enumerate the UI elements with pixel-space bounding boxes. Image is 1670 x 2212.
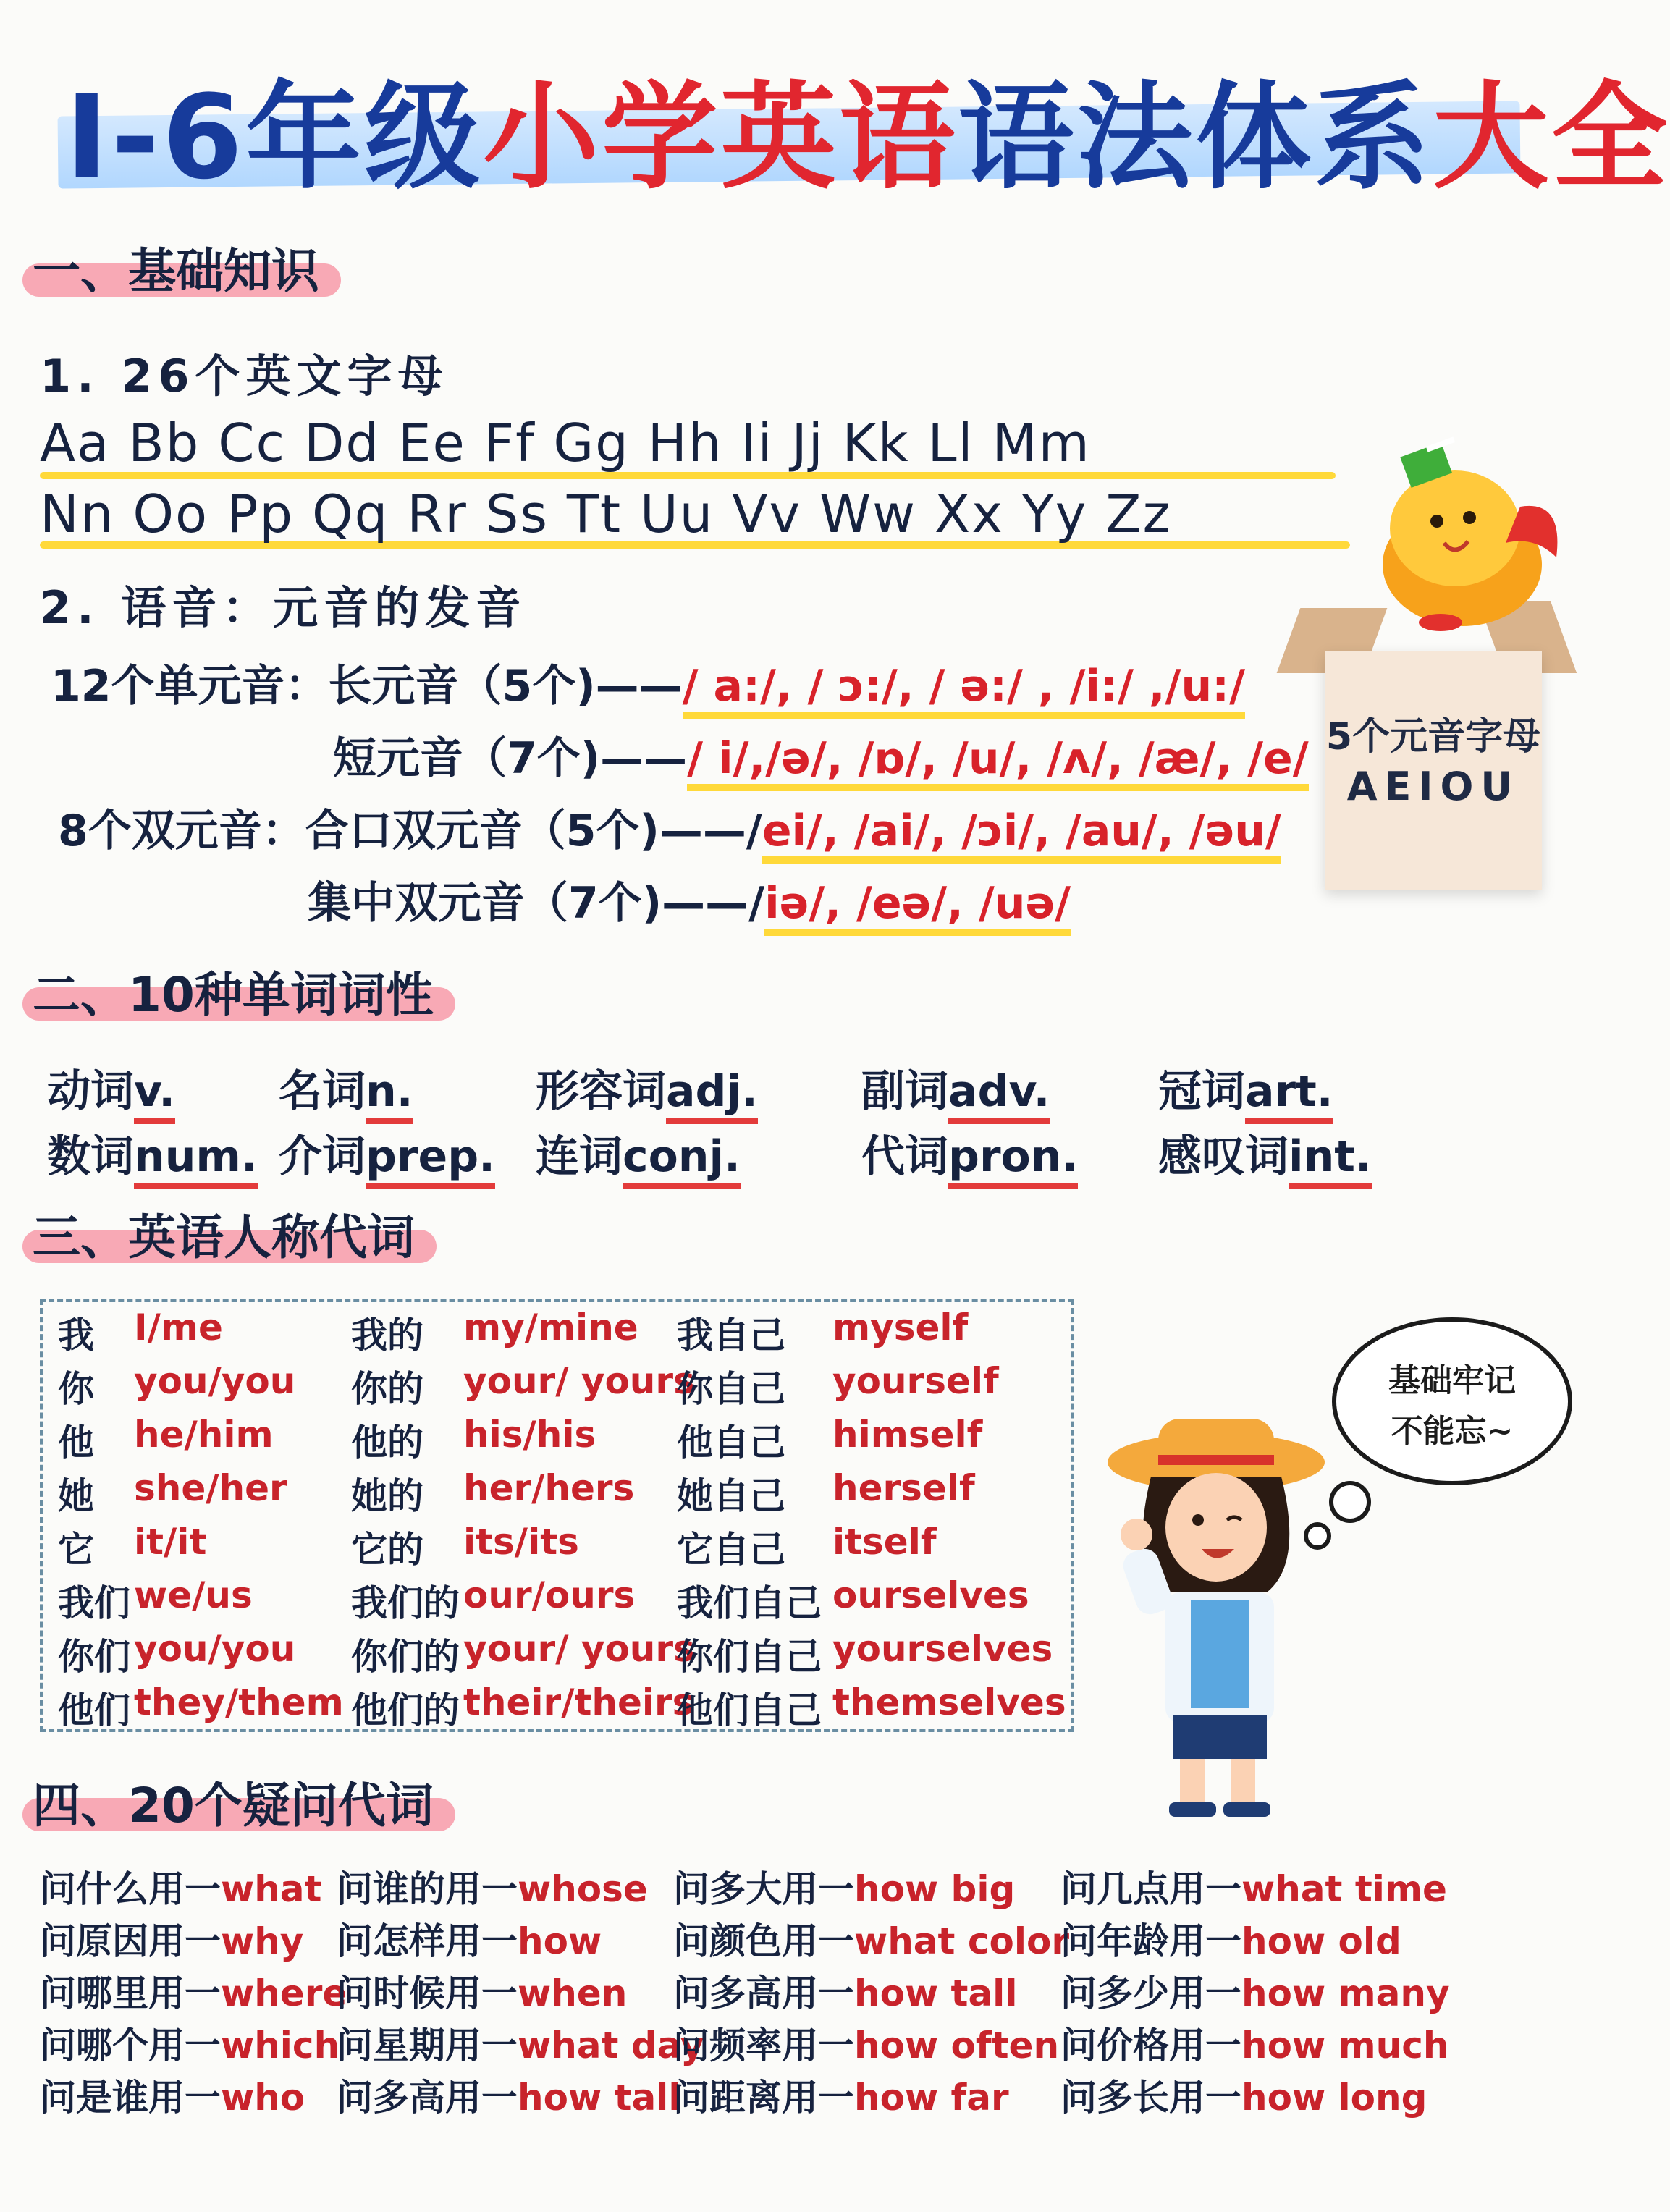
question-word-cn: 问颜色用一 xyxy=(673,1920,854,1962)
pronoun-subject-object: you/you xyxy=(134,1360,296,1402)
question-word-en: what color xyxy=(854,1920,1069,1962)
possessive-cn: 她的 xyxy=(351,1475,423,1517)
alphabet-subtitle: 1. 26个英文字母 xyxy=(40,350,449,402)
question-word-cn: 问怎样用一 xyxy=(337,1920,518,1962)
question-word-item xyxy=(673,1964,1017,2017)
pos-pronoun: 代词pron. xyxy=(861,1122,1078,1184)
question-word-en: how old xyxy=(1241,1920,1401,1962)
pronoun-subject-object: we/us xyxy=(134,1574,253,1616)
reflexive-form: myself xyxy=(832,1306,969,1348)
teacher-illustration-icon xyxy=(1086,1375,1346,1831)
pos-numeral: 数词num. xyxy=(47,1122,258,1184)
pos-adverb: 副词adv. xyxy=(861,1057,1050,1119)
reflexive-cn: 她自己 xyxy=(677,1475,785,1517)
question-word-item xyxy=(40,1912,303,1964)
question-word-item xyxy=(673,2017,1059,2069)
pronoun-cn: 它 xyxy=(58,1529,94,1571)
section-heading-basics: 一、基础知识 xyxy=(33,239,319,304)
question-word-cn: 问几点用一 xyxy=(1060,1868,1241,1910)
alphabet-row-1: Aa Bb Cc Dd Ee Ff Gg Hh Ii Jj Kk Ll Mm xyxy=(40,413,1091,473)
question-word-item xyxy=(337,1912,602,1964)
possessive-forms: our/ours xyxy=(463,1574,636,1616)
question-word-cn: 问年龄用一 xyxy=(1060,1920,1241,1962)
possessive-forms: her/hers xyxy=(463,1467,635,1509)
vowel-box-letters: AEIOU xyxy=(1346,764,1520,809)
long-vowels-line: 12个单元音：长元音（5个)——/ a:/, / ɔ:/, / ə:/ , /i:/ ,/u:/ xyxy=(51,651,1245,714)
question-word-en: why xyxy=(221,1920,304,1962)
question-word-en: when xyxy=(518,1972,628,2014)
section-heading-question-words: 四、20个疑问代词 xyxy=(33,1773,434,1839)
question-word-item xyxy=(1060,2069,1427,2121)
pos-verb: 动词v. xyxy=(47,1057,175,1119)
question-word-item xyxy=(673,1860,1015,1912)
pos-article: 冠词art. xyxy=(1158,1057,1333,1119)
bubble-line-2: 不能忘~ xyxy=(1391,1413,1514,1450)
question-word-item xyxy=(40,1964,347,2017)
question-word-item xyxy=(1060,2017,1448,2069)
pronoun-cn: 他 xyxy=(58,1422,94,1464)
question-word-en: where xyxy=(221,1972,347,2014)
section-heading-parts-of-speech: 二、10种单词词性 xyxy=(33,963,434,1028)
question-word-cn: 问频率用一 xyxy=(673,2025,854,2067)
question-word-en: what day xyxy=(518,2025,704,2067)
section-heading-personal-pronouns: 三、英语人称代词 xyxy=(33,1205,415,1270)
question-word-item xyxy=(337,2069,680,2121)
question-word-cn: 问什么用一 xyxy=(40,1868,221,1910)
reflexive-cn: 你们自己 xyxy=(677,1636,822,1678)
pronoun-subject-object: they/them xyxy=(134,1681,344,1723)
possessive-cn: 我们的 xyxy=(351,1582,460,1624)
pronoun-subject-object: you/you xyxy=(134,1628,296,1670)
question-word-item xyxy=(1060,1964,1450,2017)
possessive-cn: 你们的 xyxy=(351,1636,460,1678)
reflexive-cn: 我自己 xyxy=(677,1314,785,1356)
question-word-cn: 问多大用一 xyxy=(673,1868,854,1910)
question-word-cn: 问哪个用一 xyxy=(40,2025,221,2067)
question-word-en: how tall xyxy=(518,2077,681,2119)
possessive-forms: its/its xyxy=(463,1521,579,1563)
page-title: I-6年级小学英语语法体系大全 xyxy=(65,69,1670,205)
alphabet-row-2: Nn Oo Pp Qq Rr Ss Tt Uu Vv Ww Xx Yy Zz xyxy=(40,484,1172,544)
pos-interjection: 感叹词int. xyxy=(1158,1122,1372,1184)
question-word-cn: 问多少用一 xyxy=(1060,1972,1241,2014)
question-word-item xyxy=(337,1860,648,1912)
thought-bubble xyxy=(1332,1317,1572,1485)
question-word-en: what xyxy=(221,1868,322,1910)
reflexive-cn: 他自己 xyxy=(677,1422,785,1464)
question-word-cn: 问谁的用一 xyxy=(337,1868,518,1910)
question-word-en: how many xyxy=(1241,1972,1450,2014)
reflexive-cn: 他们自己 xyxy=(677,1689,822,1731)
pronoun-cn: 我们 xyxy=(58,1582,130,1624)
bubble-line-1: 基础牢记 xyxy=(1388,1362,1516,1399)
closing-diphthongs-line: 8个双元音：合口双元音（5个)——/ei/, /ai/, /ɔi/, /au/, /əu/ xyxy=(58,796,1281,858)
question-word-cn: 问多高用一 xyxy=(337,2077,518,2119)
reflexive-form: ourselves xyxy=(832,1574,1029,1616)
question-word-item xyxy=(40,1860,321,1912)
question-word-en: how long xyxy=(1241,2077,1427,2119)
pos-conjunction: 连词conj. xyxy=(536,1122,741,1184)
question-word-en: what time xyxy=(1241,1868,1447,1910)
question-word-en: whose xyxy=(518,1868,648,1910)
possessive-forms: your/ yours xyxy=(463,1628,695,1670)
chick-mascot-icon xyxy=(1354,420,1564,637)
pos-adjective: 形容词adj. xyxy=(536,1057,758,1119)
reflexive-cn: 它自己 xyxy=(677,1529,785,1571)
pronoun-subject-object: she/her xyxy=(134,1467,287,1509)
question-word-en: how often xyxy=(854,2025,1060,2067)
reflexive-cn: 你自己 xyxy=(677,1368,785,1410)
possessive-cn: 你的 xyxy=(351,1368,423,1410)
pronoun-subject-object: I/me xyxy=(134,1306,223,1348)
question-word-en: how xyxy=(518,1920,602,1962)
pos-preposition: 介词prep. xyxy=(279,1122,495,1184)
reflexive-form: himself xyxy=(832,1414,983,1456)
question-word-item xyxy=(337,2017,704,2069)
question-word-en: how big xyxy=(854,1868,1016,1910)
question-word-item xyxy=(673,2069,1009,2121)
reflexive-form: yourself xyxy=(832,1360,999,1402)
question-word-cn: 问星期用一 xyxy=(337,2025,518,2067)
pronoun-subject-object: he/him xyxy=(134,1414,274,1456)
reflexive-form: themselves xyxy=(832,1681,1066,1723)
centring-diphthongs-line: 集中双元音（7个)——/iə/, /eə/, /uə/ xyxy=(308,869,1071,931)
possessive-forms: your/ yours xyxy=(463,1360,695,1402)
question-word-cn: 问距离用一 xyxy=(673,2077,854,2119)
question-word-item xyxy=(337,1964,627,2017)
possessive-forms: my/mine xyxy=(463,1306,638,1348)
pronoun-subject-object: it/it xyxy=(134,1521,207,1563)
phonetics-subtitle: 2. 语音：元音的发音 xyxy=(40,581,527,634)
possessive-forms: his/his xyxy=(463,1414,596,1456)
question-word-cn: 问哪里用一 xyxy=(40,1972,221,2014)
possessive-cn: 他的 xyxy=(351,1422,423,1464)
possessive-cn: 他们的 xyxy=(351,1689,460,1731)
question-word-cn: 问原因用一 xyxy=(40,1920,221,1962)
question-word-item xyxy=(673,1912,1069,1964)
question-word-en: how much xyxy=(1241,2025,1449,2067)
question-word-cn: 问多高用一 xyxy=(673,1972,854,2014)
pronoun-cn: 你们 xyxy=(58,1636,130,1678)
question-word-en: how tall xyxy=(854,1972,1018,2014)
question-word-en: how far xyxy=(854,2077,1009,2119)
question-word-item xyxy=(1060,1860,1447,1912)
reflexive-form: herself xyxy=(832,1467,975,1509)
question-word-item xyxy=(1060,1912,1401,1964)
reflexive-form: itself xyxy=(832,1521,937,1563)
pronoun-cn: 她 xyxy=(58,1475,94,1517)
pronoun-cn: 你 xyxy=(58,1368,94,1410)
question-word-item xyxy=(40,2069,305,2121)
question-word-cn: 问价格用一 xyxy=(1060,2025,1241,2067)
possessive-forms: their/theirs xyxy=(463,1681,694,1723)
question-word-cn: 问多长用一 xyxy=(1060,2077,1241,2119)
question-word-en: which xyxy=(221,2025,340,2067)
possessive-cn: 它的 xyxy=(351,1529,423,1571)
question-word-en: who xyxy=(221,2077,305,2119)
question-word-cn: 问时候用一 xyxy=(337,1972,518,2014)
question-word-cn: 问是谁用一 xyxy=(40,2077,221,2119)
short-vowels-line: 短元音（7个)——/ i/,/ə/, /ɒ/, /u/, /ʌ/, /æ/, /e/ xyxy=(333,724,1309,786)
vowel-letters-box xyxy=(1325,651,1542,890)
pos-noun: 名词n. xyxy=(279,1057,413,1119)
pronoun-cn: 我 xyxy=(58,1314,94,1356)
possessive-cn: 我的 xyxy=(351,1314,423,1356)
reflexive-cn: 我们自己 xyxy=(677,1582,822,1624)
vowel-box-title: 5个元音字母 xyxy=(1325,715,1541,759)
question-word-item xyxy=(40,2017,340,2069)
pronoun-cn: 他们 xyxy=(58,1689,130,1731)
reflexive-form: yourselves xyxy=(832,1628,1053,1670)
